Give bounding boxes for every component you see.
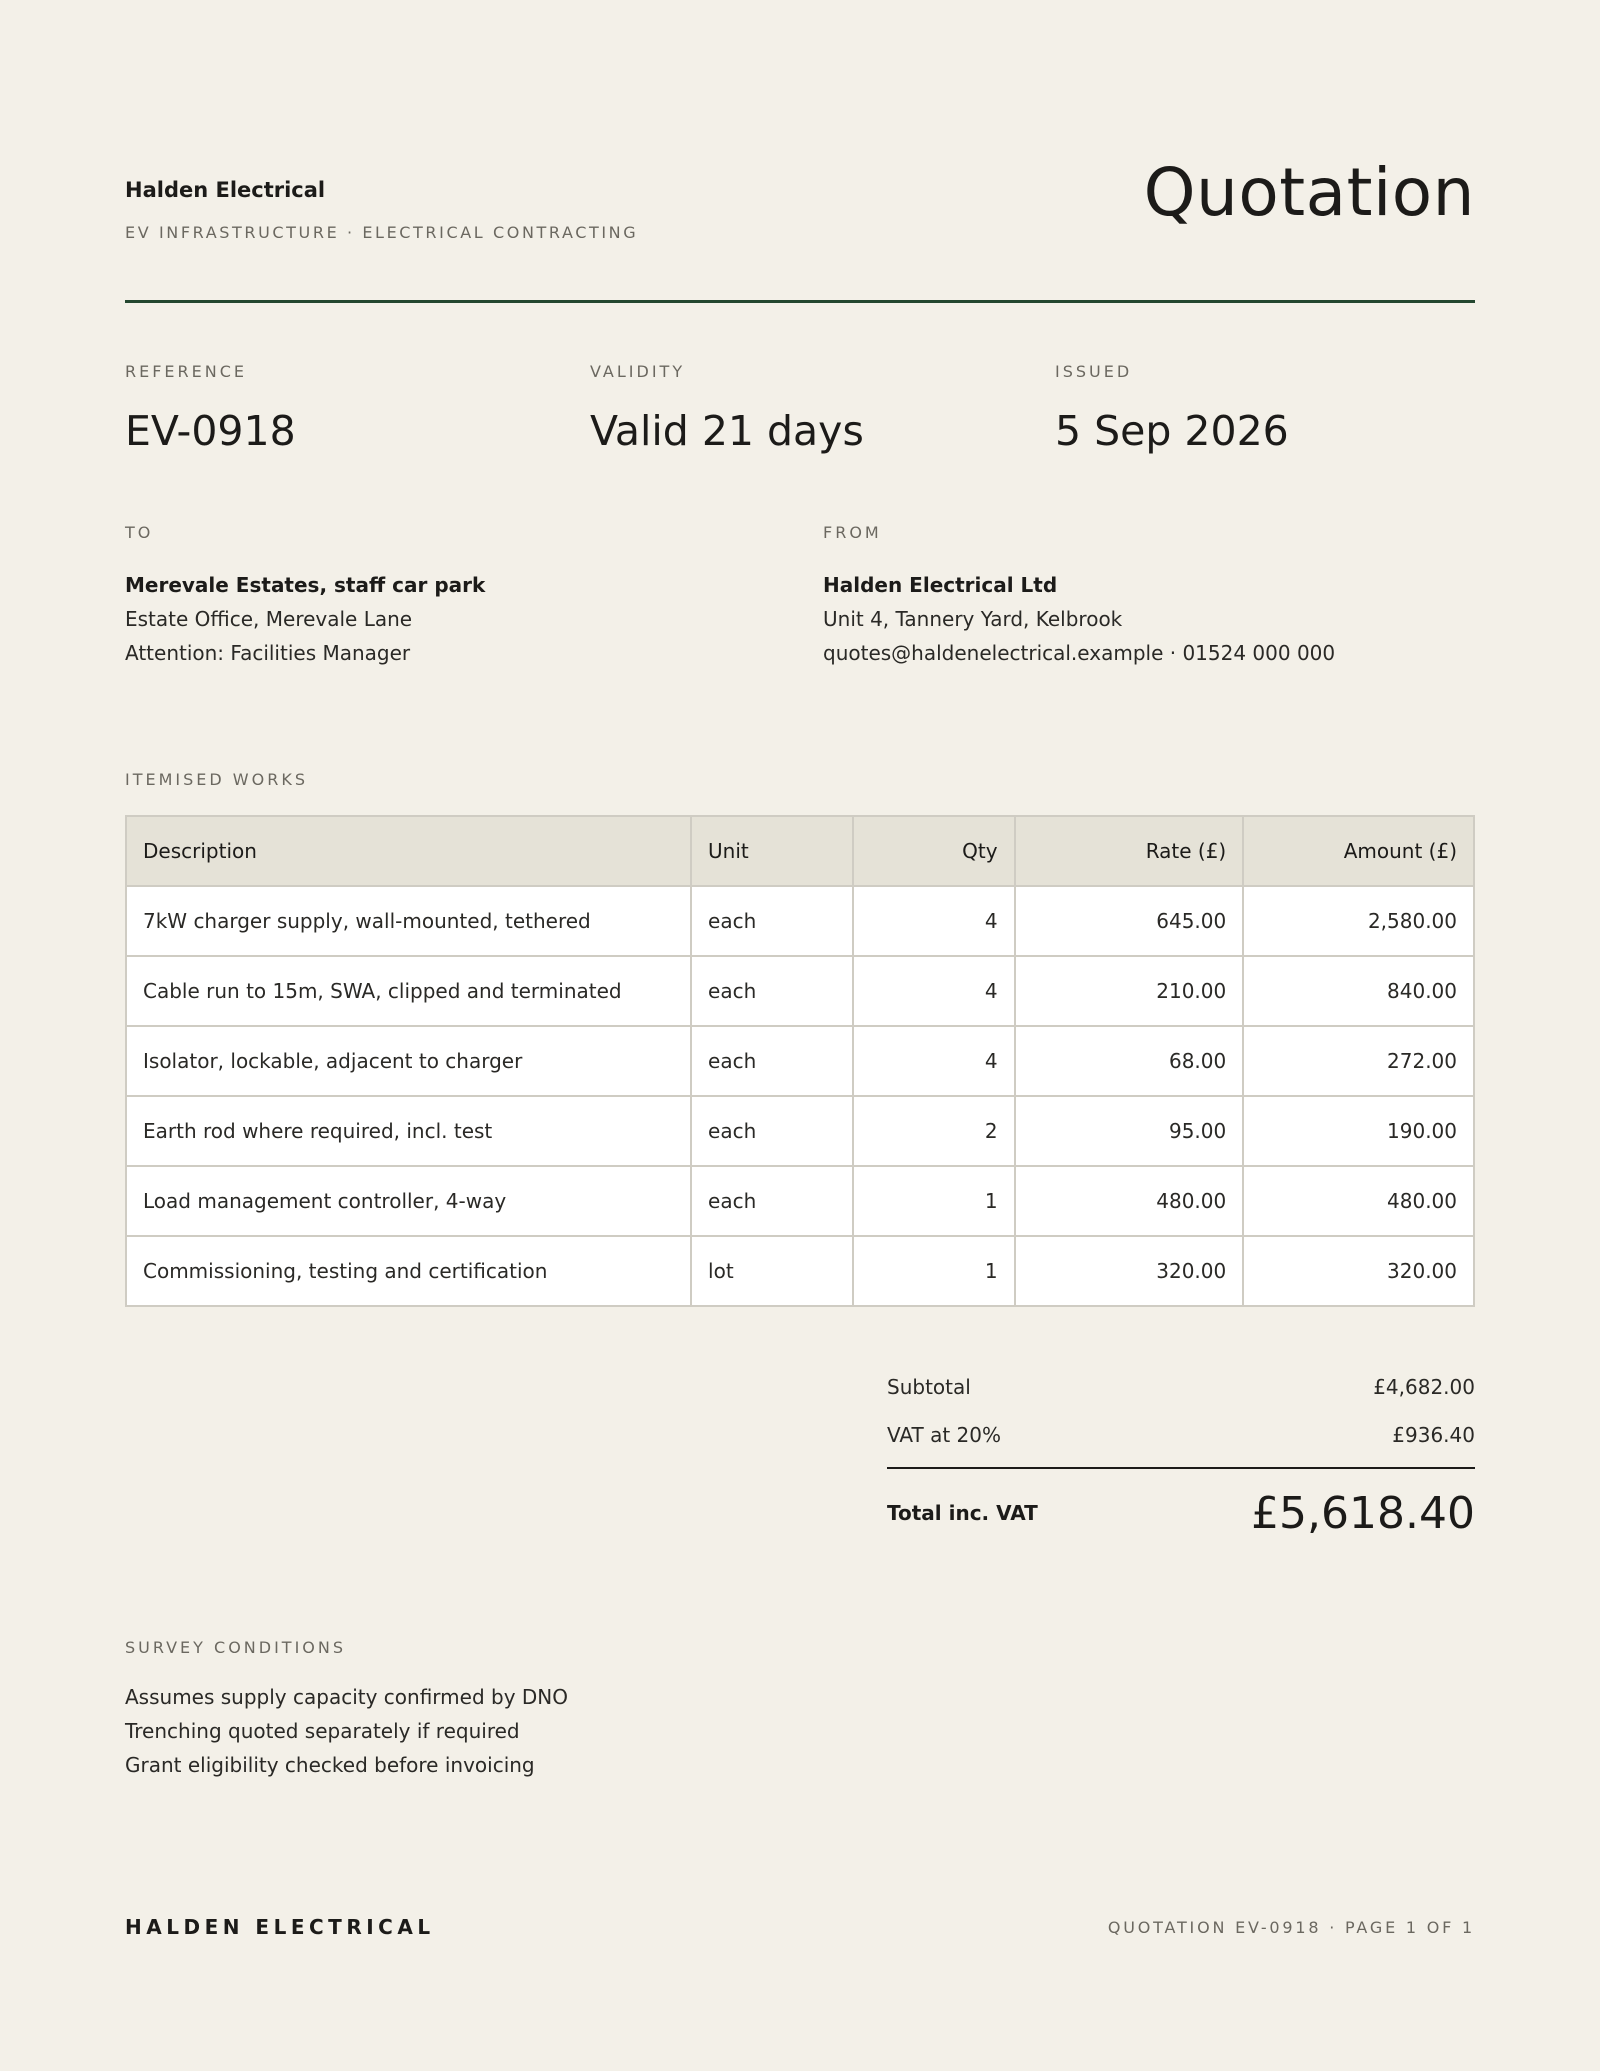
table-row <box>126 1026 1474 1096</box>
item-qty: 1 <box>853 1166 1015 1236</box>
reference-block <box>125 362 296 455</box>
header-rate: Rate (£) <box>1015 816 1244 886</box>
reference-label: REFERENCE <box>125 362 248 381</box>
document-title: Quotation <box>1143 154 1475 231</box>
header-description: Description <box>126 816 691 886</box>
condition-item: Trenching quoted separately if required <box>125 1719 520 1743</box>
item-description: Isolator, lockable, adjacent to charger <box>126 1026 691 1096</box>
total-label: Total inc. VAT <box>887 1501 1038 1525</box>
recipient-name: Merevale Estates, staff car park <box>125 573 486 597</box>
item-qty: 4 <box>853 886 1015 956</box>
validity-block <box>590 362 864 455</box>
item-description: Commissioning, testing and certification <box>126 1236 691 1306</box>
item-description: Earth rod where required, incl. test <box>126 1096 691 1166</box>
subtotal-row <box>887 1363 1475 1411</box>
sender-block <box>823 523 1463 670</box>
vat-row <box>887 1411 1475 1459</box>
header-qty: Qty <box>853 816 1015 886</box>
items-section-label: ITEMISED WORKS <box>125 770 308 789</box>
item-amount: 2,580.00 <box>1243 886 1474 956</box>
sender-contact: quotes@haldenelectrical.example · 01524 000 000 <box>823 641 1336 665</box>
item-description: Cable run to 15m, SWA, clipped and terminated <box>126 956 691 1026</box>
item-rate: 320.00 <box>1015 1236 1244 1306</box>
total-value: £5,618.40 <box>1251 1487 1475 1539</box>
table-row <box>126 956 1474 1026</box>
item-description: 7kW charger supply, wall-mounted, tethered <box>126 886 691 956</box>
recipient-block <box>125 523 765 670</box>
header-amount: Amount (£) <box>1243 816 1474 886</box>
company-name: Halden Electrical <box>125 178 326 202</box>
subtotal-label: Subtotal <box>887 1375 971 1399</box>
item-amount: 272.00 <box>1243 1026 1474 1096</box>
item-unit: each <box>691 956 853 1026</box>
item-description: Load management controller, 4-way <box>126 1166 691 1236</box>
item-qty: 4 <box>853 1026 1015 1096</box>
footer-page-info: QUOTATION EV-0918 · PAGE 1 OF 1 <box>1107 1918 1475 1937</box>
item-rate: 645.00 <box>1015 886 1244 956</box>
table-row <box>126 1166 1474 1236</box>
issued-block <box>1055 362 1289 455</box>
company-tagline: EV INFRASTRUCTURE · ELECTRICAL CONTRACTING <box>125 223 639 242</box>
header-unit: Unit <box>691 816 853 886</box>
item-unit: each <box>691 1166 853 1236</box>
condition-item: Grant eligibility checked before invoicing <box>125 1753 535 1777</box>
items-header-row <box>126 816 1474 886</box>
sender-name: Halden Electrical Ltd <box>823 573 1058 597</box>
condition-item: Assumes supply capacity confirmed by DNO <box>125 1685 568 1709</box>
issued-value: 5 Sep 2026 <box>1055 407 1289 455</box>
total-row <box>887 1469 1475 1557</box>
item-unit: each <box>691 1096 853 1166</box>
quotation-page <box>125 0 1475 2071</box>
item-rate: 95.00 <box>1015 1096 1244 1166</box>
totals-block <box>887 1363 1475 1557</box>
item-amount: 480.00 <box>1243 1166 1474 1236</box>
item-rate: 480.00 <box>1015 1166 1244 1236</box>
sender-address: Unit 4, Tannery Yard, Kelbrook <box>823 607 1123 631</box>
item-rate: 210.00 <box>1015 956 1244 1026</box>
item-amount: 320.00 <box>1243 1236 1474 1306</box>
item-unit: lot <box>691 1236 853 1306</box>
conditions-list <box>125 1680 568 1782</box>
table-row <box>126 1096 1474 1166</box>
table-row <box>126 886 1474 956</box>
recipient-address: Estate Office, Merevale Lane <box>125 607 413 631</box>
issued-label: ISSUED <box>1055 362 1133 381</box>
conditions-section-label: SURVEY CONDITIONS <box>125 1638 347 1657</box>
items-table <box>125 815 1475 1307</box>
recipient-label: TO <box>125 523 154 542</box>
item-amount: 840.00 <box>1243 956 1474 1026</box>
sender-label: FROM <box>823 523 882 542</box>
item-unit: each <box>691 1026 853 1096</box>
validity-label: VALIDITY <box>590 362 686 381</box>
item-amount: 190.00 <box>1243 1096 1474 1166</box>
item-qty: 1 <box>853 1236 1015 1306</box>
header-divider <box>125 300 1475 303</box>
item-rate: 68.00 <box>1015 1026 1244 1096</box>
table-row <box>126 1236 1474 1306</box>
recipient-attention: Attention: Facilities Manager <box>125 641 411 665</box>
validity-value: Valid 21 days <box>590 407 864 455</box>
vat-value: £936.40 <box>1392 1423 1475 1447</box>
subtotal-value: £4,682.00 <box>1373 1375 1475 1399</box>
vat-label: VAT at 20% <box>887 1423 1002 1447</box>
reference-value: EV-0918 <box>125 407 296 455</box>
footer-company: HALDEN ELECTRICAL <box>125 1915 435 1939</box>
item-qty: 4 <box>853 956 1015 1026</box>
item-unit: each <box>691 886 853 956</box>
item-qty: 2 <box>853 1096 1015 1166</box>
